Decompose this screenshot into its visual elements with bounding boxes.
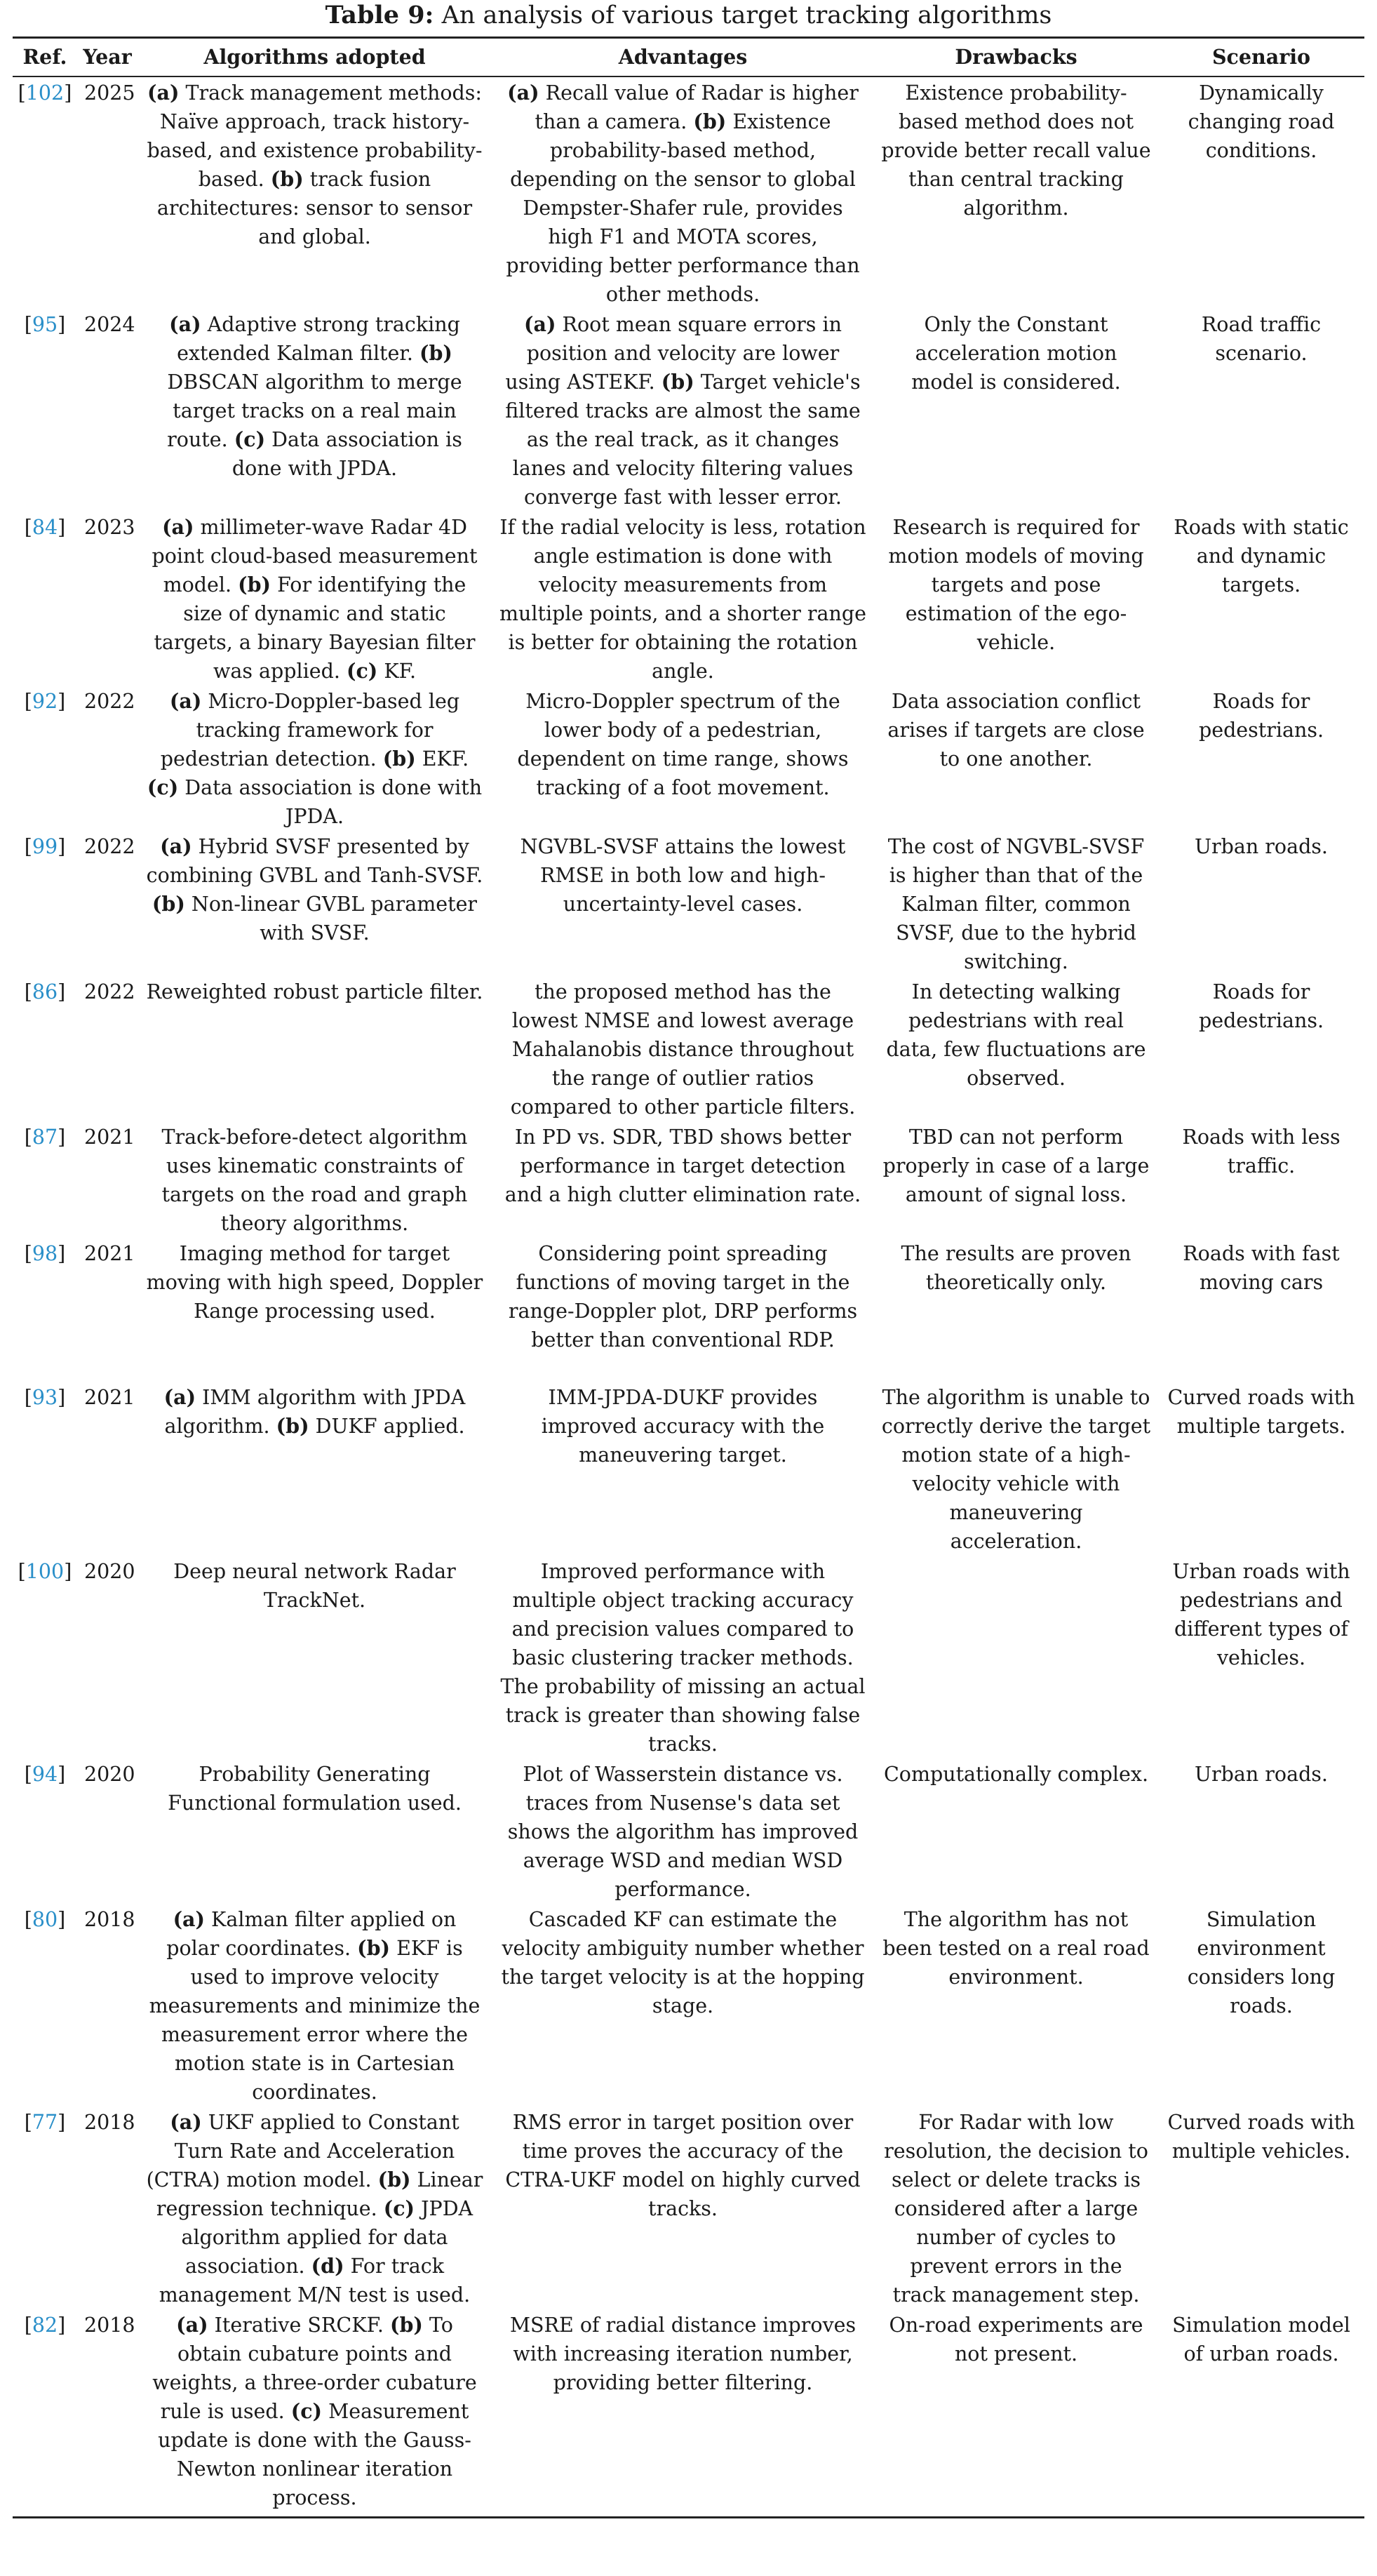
cell-ref <box>13 309 77 512</box>
cell-year: 2023 <box>84 516 135 539</box>
item-text: For track management M/N test is used. <box>159 2255 471 2307</box>
item-label: (c) <box>383 2196 415 2220</box>
citation-link[interactable]: 80 <box>32 1908 58 1931</box>
item-text: Non-linear GVBL parameter with SVSF. <box>184 893 478 945</box>
item-text: JPDA algorithm applied for data association. <box>181 2197 473 2278</box>
cell-ref <box>13 976 77 1121</box>
header-ref: Ref. <box>13 38 77 77</box>
ref-bracket: ] <box>58 1126 66 1149</box>
header-scenario: Scenario <box>1158 38 1364 77</box>
cell-advantages <box>492 831 874 976</box>
cell-drawbacks: The algorithm has not been tested on a real road environment. <box>882 1908 1150 1989</box>
cell-algorithms <box>137 1121 492 1238</box>
citation-link[interactable]: 84 <box>32 516 58 539</box>
item-text: Micro-Doppler spectrum of the lower body of a pedestrian, dependent on time range, shows tracking of a foot movement. <box>517 690 849 799</box>
table-row <box>13 512 1364 686</box>
ref-bracket: ] <box>58 1242 66 1265</box>
item-label: (c) <box>290 2399 323 2423</box>
cell-algorithms <box>137 2107 492 2309</box>
item-text: DUKF applied. <box>309 1415 465 1438</box>
ref-bracket: ] <box>58 2314 66 2337</box>
item-label: (a) <box>173 1907 205 1931</box>
item-label: (a) <box>524 312 556 336</box>
ref-bracket: [ <box>18 81 26 105</box>
cell-advantages <box>492 1238 874 1382</box>
item-label: (a) <box>507 81 539 105</box>
item-text: EKF. <box>415 747 469 770</box>
table-row <box>13 76 1364 309</box>
header-algorithms: Algorithms adopted <box>137 38 492 77</box>
item-text: Existence probability-based method, depending on the sensor to global Dempster-Shafer rule, provides high F1 and MOTA scores, providing better performance than other methods. <box>506 110 860 306</box>
table-row <box>13 1238 1364 1382</box>
cell-algorithms <box>137 1556 492 1759</box>
ref-bracket: ] <box>58 313 66 336</box>
ref-bracket: ] <box>58 516 66 539</box>
item-text: EKF is used to improve velocity measurements and minimize the measurement error where the motion state is in Cartesian coordinates. <box>149 1937 481 2104</box>
item-text: UKF applied to Constant Turn Rate and Acceleration (CTRA) motion model. <box>146 2111 459 2191</box>
table-row <box>13 2107 1364 2309</box>
cell-drawbacks: TBD can not perform properly in case of a large amount of signal loss. <box>882 1126 1150 1206</box>
citation-link[interactable]: 92 <box>32 690 58 713</box>
cell-drawbacks: Data association conflict arises if targets are close to one another. <box>887 690 1145 770</box>
item-label: (a) <box>162 515 194 539</box>
ref-bracket: ] <box>58 1386 66 1409</box>
item-label: (a) <box>147 81 180 105</box>
cell-drawbacks: For Radar with low resolution, the decision to select or delete tracks is considered after a large number of cycles to prevent errors in the track management step. <box>884 2111 1148 2307</box>
cell-ref <box>13 2107 77 2309</box>
item-label: (b) <box>419 341 452 365</box>
cell-drawbacks: On-road experiments are not present. <box>874 2309 1158 2518</box>
item-label: (b) <box>152 892 185 916</box>
item-label: (a) <box>169 312 201 336</box>
ref-bracket: [ <box>24 1386 32 1409</box>
item-label: (b) <box>238 573 271 596</box>
cell-algorithms <box>137 1238 492 1382</box>
cell-advantages <box>492 1759 874 1904</box>
cell-scenario: Urban roads. <box>1195 1763 1328 1786</box>
cell-scenario: Curved roads with multiple targets. <box>1167 1386 1355 1438</box>
cell-scenario: Road traffic scenario. <box>1201 313 1322 365</box>
table-row <box>13 1121 1364 1238</box>
item-text: Micro-Doppler-based leg tracking framework for pedestrian detection. <box>160 690 460 770</box>
cell-algorithms <box>137 1759 492 1904</box>
table-row <box>13 1556 1364 1759</box>
ref-bracket: [ <box>24 835 32 858</box>
item-text: DBSCAN algorithm to merge target tracks on a real main route. <box>167 371 462 451</box>
tracking-algorithms-table <box>13 36 1364 2518</box>
ref-bracket: [ <box>24 313 32 336</box>
ref-bracket: [ <box>24 2314 32 2337</box>
cell-advantages <box>492 2107 874 2309</box>
cell-drawbacks: Research is required for motion models of moving targets and pose estimation of the ego-vehicle. <box>888 516 1144 654</box>
item-label: (b) <box>661 370 694 394</box>
item-text: NGVBL-SVSF attains the lowest RMSE in both low and high-uncertainty-level cases. <box>520 835 846 916</box>
item-text: Measurement update is done with the Gauss-Newton nonlinear iteration process. <box>158 2400 471 2509</box>
cell-scenario: Dynamically changing road conditions. <box>1188 81 1335 162</box>
item-text: track fusion architectures: sensor to sensor and global. <box>156 168 473 248</box>
cell-scenario: Roads for pedestrians. <box>1198 690 1324 742</box>
cell-year: 2022 <box>84 835 135 858</box>
cell-year: 2024 <box>84 313 135 336</box>
item-label: (b) <box>382 747 416 770</box>
item-text: Data association is done with JPDA. <box>231 428 462 480</box>
table-row <box>13 1904 1364 2107</box>
cell-year: 2021 <box>84 1242 135 1265</box>
cell-algorithms <box>137 1382 492 1556</box>
item-text: Root mean square errors in position and velocity are lower using ASTEKF. <box>505 313 842 394</box>
item-text: Plot of Wasserstein distance vs. traces from Nusense's data set shows the algorithm has improved average WSD and median WSD performance. <box>507 1763 859 1901</box>
cell-algorithms <box>137 976 492 1121</box>
cell-advantages <box>492 1382 874 1556</box>
cell-advantages <box>492 309 874 512</box>
cell-scenario: Urban roads with pedestrians and different types of vehicles. <box>1172 1560 1350 1669</box>
table-caption <box>13 0 1364 36</box>
cell-scenario: Roads with less traffic. <box>1182 1126 1341 1177</box>
item-label: (b) <box>377 2168 411 2191</box>
item-label: (a) <box>163 1385 196 1409</box>
citation-link[interactable]: 98 <box>32 1242 58 1265</box>
table-header-row <box>13 38 1364 77</box>
cell-ref <box>13 1382 77 1556</box>
header-year: Year <box>77 38 137 77</box>
cell-scenario: Simulation model of urban roads. <box>1158 2309 1364 2518</box>
item-text: Improved performance with multiple object tracking accuracy and precision values compared to basic clustering tracker methods. The probability of missing an actual track is greater than showing false tracks. <box>500 1560 866 1756</box>
citation-link[interactable]: 93 <box>32 1386 58 1409</box>
ref-bracket: ] <box>58 690 66 713</box>
item-text: RMS error in target position over time proves the accuracy of the CTRA-UKF model on highly curved tracks. <box>505 2111 861 2220</box>
cell-advantages <box>492 512 874 686</box>
cell-year: 2022 <box>84 690 135 713</box>
cell-algorithms <box>137 686 492 831</box>
ref-bracket: [ <box>24 2111 32 2134</box>
cell-year: 2021 <box>84 1126 135 1149</box>
citation-link[interactable]: 99 <box>32 835 58 858</box>
cell-algorithms <box>137 512 492 686</box>
ref-bracket: ] <box>58 2111 66 2134</box>
item-text: Hybrid SVSF presented by combining GVBL and Tanh-SVSF. <box>146 835 483 887</box>
item-text: Adaptive strong tracking extended Kalman filter. <box>177 313 460 365</box>
ref-bracket: [ <box>24 1126 32 1149</box>
item-label: (c) <box>346 659 378 683</box>
cell-scenario: Roads with static and dynamic targets. <box>1174 516 1349 596</box>
item-text: Cascaded KF can estimate the velocity ambiguity number whether the target velocity is at the hopping stage. <box>501 1908 865 2017</box>
item-text: Data association is done with JPDA. <box>178 776 483 828</box>
cell-advantages <box>492 1556 874 1759</box>
item-text: If the radial velocity is less, rotation angle estimation is done with velocity measurements from multiple points, and a shorter range is better for obtaining the rotation angle. <box>499 516 866 683</box>
citation-link[interactable]: 86 <box>32 980 58 1003</box>
cell-year: 2018 <box>84 1908 135 1931</box>
ref-bracket: [ <box>24 1763 32 1786</box>
cell-ref <box>13 1238 77 1382</box>
ref-bracket: ] <box>58 980 66 1003</box>
cell-algorithms <box>137 831 492 976</box>
item-text: For identifying the size of dynamic and static targets, a binary Bayesian filter was applied. <box>154 573 476 683</box>
table-row <box>13 1382 1364 1556</box>
cell-ref <box>13 1759 77 1904</box>
cell-algorithms <box>137 2309 492 2518</box>
item-text: In PD vs. SDR, TBD shows better performance in target detection and a high clutter elimination rate. <box>504 1126 861 1206</box>
cell-ref <box>13 1121 77 1238</box>
item-label: (a) <box>170 2110 202 2134</box>
table-row <box>13 686 1364 831</box>
cell-advantages <box>492 2309 874 2518</box>
item-label: (b) <box>270 167 304 191</box>
item-label: (c) <box>234 427 266 451</box>
ref-bracket: [ <box>24 1242 32 1265</box>
ref-bracket: [ <box>24 690 32 713</box>
cell-advantages <box>492 76 874 309</box>
ref-bracket: [ <box>18 1560 26 1583</box>
item-text: IMM algorithm with JPDA algorithm. <box>164 1386 466 1438</box>
ref-bracket: ] <box>64 81 72 105</box>
item-text: To obtain cubature points and weights, a three-order cubature rule is used. <box>152 2314 477 2423</box>
ref-bracket: ] <box>58 1908 66 1931</box>
cell-advantages <box>492 976 874 1121</box>
cell-year: 2020 <box>84 1763 135 1786</box>
citation-link[interactable]: 95 <box>32 313 58 336</box>
item-label: (a) <box>176 2313 208 2337</box>
table-row <box>13 2309 1364 2518</box>
citation-link[interactable]: 100 <box>25 1560 65 1583</box>
cell-ref <box>13 1556 77 1759</box>
cell-year: 2022 <box>84 980 135 1003</box>
item-text: the proposed method has the lowest NMSE and lowest average Mahalanobis distance throughout the range of outlier ratios compared to other particle filters. <box>510 980 856 1119</box>
citation-link[interactable]: 87 <box>32 1126 58 1149</box>
ref-bracket: [ <box>24 1908 32 1931</box>
item-label: (a) <box>169 689 202 713</box>
ref-bracket: ] <box>64 1560 72 1583</box>
cell-advantages <box>492 1904 874 2107</box>
item-label: (b) <box>693 109 727 133</box>
item-label: (c) <box>147 775 179 799</box>
cell-drawbacks: The algorithm is unable to correctly derive the target motion state of a high-velocity vehicle with maneuvering acceleration. <box>881 1386 1151 1553</box>
cell-drawbacks: The cost of NGVBL-SVSF is higher than that of the Kalman filter, common SVSF, due to the hybrid switching. <box>887 835 1145 973</box>
cell-year: 2020 <box>84 1560 135 1583</box>
item-text: Linear regression technique. <box>156 2168 483 2220</box>
item-text: Track management methods: Naïve approach, track history-based, and existence probability-based. <box>147 81 483 191</box>
cell-algorithms <box>137 1904 492 2107</box>
cell-year: 2021 <box>84 1386 135 1409</box>
caption-label: Table 9: <box>325 1 434 29</box>
item-text: Imaging method for target moving with high speed, Doppler Range processing used. <box>146 1242 483 1323</box>
item-text: Iterative SRCKF. <box>208 2314 390 2337</box>
cell-drawbacks: Only the Constant acceleration motion model is considered. <box>911 313 1121 394</box>
item-text: Deep neural network Radar TrackNet. <box>173 1560 456 1612</box>
item-text: Considering point spreading functions of moving target in the range-Doppler plot, DRP performs better than conventional RDP. <box>508 1242 858 1352</box>
cell-ref <box>13 1904 77 2107</box>
table-row <box>13 976 1364 1121</box>
table-row <box>13 831 1364 976</box>
cell-year: 2025 <box>84 81 135 105</box>
cell-drawbacks: Existence probability-based method does not provide better recall value than central tracking algorithm. <box>881 81 1151 220</box>
citation-link[interactable]: 82 <box>32 2314 58 2337</box>
cell-year: 2018 <box>84 2111 135 2134</box>
citation-link[interactable]: 77 <box>32 2111 58 2134</box>
cell-algorithms <box>137 309 492 512</box>
cell-advantages <box>492 686 874 831</box>
item-label: (b) <box>276 1414 309 1438</box>
item-text: Kalman filter applied on polar coordinates. <box>166 1908 457 1960</box>
cell-drawbacks: In detecting walking pedestrians with real data, few fluctuations are observed. <box>886 980 1146 1090</box>
item-text: millimeter-wave Radar 4D point cloud-based measurement model. <box>152 516 478 596</box>
item-text: Track-before-detect algorithm uses kinematic constraints of targets on the road and graph theory algorithms. <box>161 1126 468 1235</box>
cell-drawbacks: Computationally complex. <box>884 1763 1148 1786</box>
cell-year: 2018 <box>77 2309 137 2518</box>
item-text: Probability Generating Functional formulation used. <box>168 1763 462 1815</box>
table-row <box>13 309 1364 512</box>
item-text: IMM-JPDA-DUKF provides improved accuracy with the maneuvering target. <box>541 1386 825 1467</box>
item-label: (d) <box>311 2254 344 2278</box>
table-body <box>13 76 1364 2518</box>
header-drawbacks: Drawbacks <box>874 38 1158 77</box>
cell-ref <box>13 76 77 309</box>
item-label: (a) <box>160 834 192 858</box>
cell-algorithms <box>137 76 492 309</box>
item-label: (b) <box>357 1936 391 1960</box>
ref-bracket: [ <box>24 980 32 1003</box>
cell-ref <box>13 686 77 831</box>
citation-link[interactable]: 94 <box>32 1763 58 1786</box>
cell-ref <box>13 831 77 976</box>
header-advantages: Advantages <box>492 38 874 77</box>
cell-scenario: Curved roads with multiple vehicles. <box>1167 2111 1355 2163</box>
cell-drawbacks: The results are proven theoretically only. <box>901 1242 1131 1294</box>
cell-scenario: Urban roads. <box>1195 835 1328 858</box>
citation-link[interactable]: 102 <box>25 81 65 105</box>
item-text: Recall value of Radar is higher than a camera. <box>535 81 859 133</box>
cell-scenario: Roads for pedestrians. <box>1198 980 1324 1032</box>
ref-bracket: [ <box>24 516 32 539</box>
item-text: Reweighted robust particle filter. <box>146 980 483 1003</box>
cell-scenario: Roads with fast moving cars <box>1183 1242 1340 1294</box>
cell-drawbacks <box>874 1556 1158 1759</box>
table-row <box>13 1759 1364 1904</box>
cell-ref <box>13 512 77 686</box>
item-text: Target vehicle's filtered tracks are almost the same as the real track, as it changes lanes and velocity filtering values converge fast with lesser error. <box>505 371 861 509</box>
ref-bracket: ] <box>58 835 66 858</box>
caption-text: An analysis of various target tracking algorithms <box>434 1 1052 29</box>
ref-bracket: ] <box>58 1763 66 1786</box>
cell-advantages <box>492 1121 874 1238</box>
cell-ref <box>13 2309 77 2518</box>
cell-scenario: Simulation environment considers long roads. <box>1187 1908 1336 2017</box>
item-text: KF. <box>377 660 417 683</box>
item-text: MSRE of radial distance improves with increasing iteration number, providing better filtering. <box>509 2314 857 2394</box>
item-label: (b) <box>389 2313 423 2337</box>
